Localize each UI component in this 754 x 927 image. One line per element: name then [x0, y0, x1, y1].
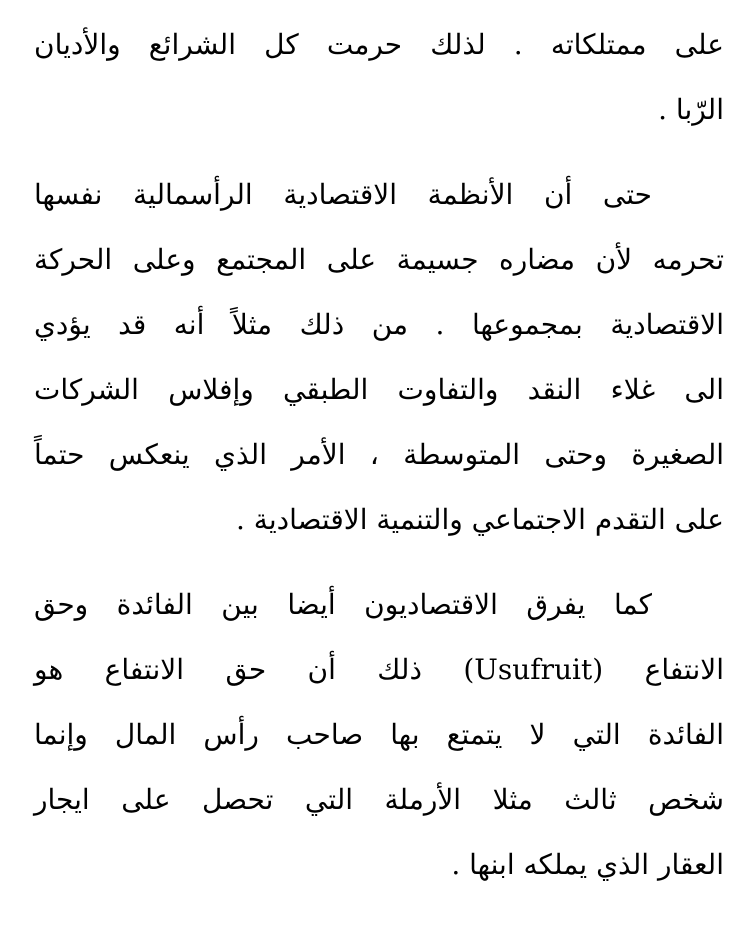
- paragraph-1: [34, 12, 724, 142]
- text-line: الانتفاع (Usufruit) ذلك أن حق الانتفاع هو: [34, 653, 725, 686]
- text-line: تحرمه لأن مضاره جسيمة على المجتمع وعلى الحركة: [34, 243, 724, 276]
- text-line: الاقتصادية بمجموعها . من ذلك مثلاً أنه قد يؤدي: [34, 308, 724, 341]
- text-line: الى غلاء النقد والتفاوت الطبقي وإفلاس الشركات: [34, 373, 724, 406]
- text-line: العقار الذي يملكه ابنها .: [451, 848, 724, 881]
- text-line: حتى أن الأنظمة الاقتصادية الرأسمالية نفسها: [34, 178, 652, 211]
- text-line: كما يفرق الاقتصاديون أيضا بين الفائدة وحق: [34, 588, 652, 621]
- text-line: على التقدم الاجتماعي والتنمية الاقتصادية .: [236, 503, 724, 536]
- text-line: شخص ثالث مثلا الأرملة التي تحصل على ايجار: [34, 783, 724, 816]
- text-line: الفائدة التي لا يتمتع بها صاحب رأس المال وإنما: [34, 718, 724, 751]
- text-line: على ممتلكاته . لذلك حرمت كل الشرائع والأديان: [34, 28, 724, 61]
- paragraph-3: [34, 572, 724, 897]
- paragraph-2: [34, 162, 724, 552]
- paragraph-spacer: [34, 142, 724, 162]
- document-page: [34, 12, 724, 897]
- text-line: الرّبا .: [658, 93, 724, 126]
- text-line: الصغيرة وحتى المتوسطة ، الأمر الذي ينعكس حتماً: [34, 438, 724, 471]
- paragraph-spacer: [34, 552, 724, 572]
